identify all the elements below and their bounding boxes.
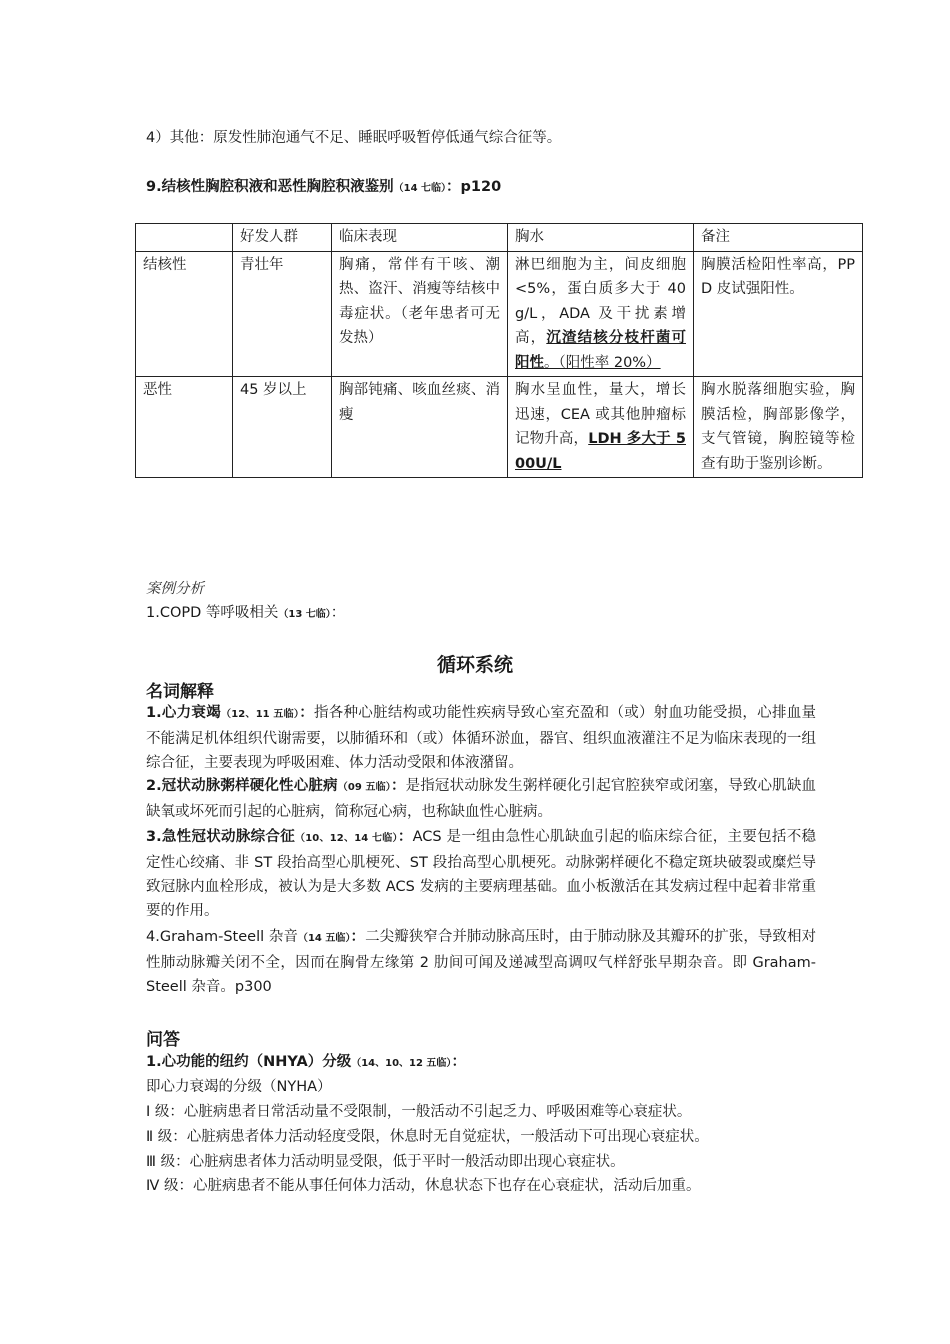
qa-colon: ： <box>451 1054 466 1070</box>
fluid-cell <box>508 377 694 478</box>
terms-heading: 名词解释 <box>146 682 214 702</box>
other-causes-line: 4）其他：原发性肺泡通气不足、睡眠呼吸暂停低通气综合征等。 <box>146 130 562 146</box>
term-heart-failure <box>146 701 816 775</box>
fluid-key-text: LDH 多大于 500U/L <box>515 431 686 472</box>
term-body: 是指冠状动脉发生粥样硬化引起官腔狭窄或闭塞，导致心肌缺血缺氧或坏死而引起的心脏病，简称冠心病，也称缺血性心脏病。 <box>146 778 817 820</box>
header-cell <box>136 224 233 252</box>
fluid-key-text: 沉渣结核分枝杆菌可阳性 <box>515 330 687 371</box>
row-type-cell: 恶性 <box>136 377 233 478</box>
nyha-grade-2: Ⅱ 级：心脏病患者体力活动轻度受限，休息时无自觉症状，一般活动下可出现心衰症状。 <box>146 1129 709 1145</box>
term-colon: ： <box>397 829 413 845</box>
term-tag: （12、11 五临） <box>220 709 300 720</box>
header-cell: 好发人群 <box>233 224 332 252</box>
term-acs <box>146 825 816 923</box>
nyha-grade-3: Ⅲ 级：心脏病患者体力活动明显受限，低于平时一般活动即出现心衰症状。 <box>146 1154 625 1170</box>
term-tag: （10、12、14 七临） <box>295 833 398 844</box>
term-colon: ： <box>350 929 366 945</box>
note-cell: 胸水脱落细胞实验，胸膜活检，胸部影像学，支气管镜，胸腔镜等检查有助于鉴别诊断。 <box>694 377 863 478</box>
term-tag: （09 五临） <box>337 782 391 793</box>
case-item-suffix: ： <box>330 605 346 621</box>
term-title: 4.Graham-Steell 杂音 <box>146 929 298 945</box>
qa-heading: 问答 <box>146 1030 180 1050</box>
nyha-grade-1: Ⅰ 级：心脏病患者日常活动量不受限制，一般活动不引起乏力、呼吸困难等心衰症状。 <box>146 1104 692 1120</box>
term-title: 2.冠状动脉粥样硬化性心脏病 <box>146 778 338 794</box>
term-colon: ： <box>299 705 314 721</box>
fluid-text: 胸水呈血性，量大，增长迅速，CEA 或其他肿瘤标记物升高， <box>515 382 686 447</box>
qa-title: 1.心功能的纽约（NHYA）分级 <box>146 1054 352 1070</box>
note-cell: 胸膜活检阳性率高，PPD 皮试强阳性。 <box>694 251 863 377</box>
term-graham-steell <box>146 925 816 999</box>
q9-suffix: ：p120 <box>446 179 502 195</box>
term-body: 指各种心脏结构或功能性疾病导致心室充盈和（或）射血功能受损，心排血量不能满足机体组织代谢需要，以肺循环和（或）体循环淤血，器官、组织血液灌注不足为临床表现的一组综合征，主要表现为呼吸困难、体力活动受限和体液潴留。 <box>146 705 816 771</box>
term-title: 1.心力衰竭 <box>146 705 221 721</box>
table-header-row <box>136 224 863 252</box>
q9-tag: （14 七临） <box>393 183 447 194</box>
fluid-cell <box>508 251 694 377</box>
case-item-tag: （13 七临） <box>278 609 331 620</box>
term-body: 二尖瓣狭窄合并肺动脉高压时，由于肺动脉及其瓣环的扩张，导致相对性肺动脉瓣关闭不全，因而在胸骨左缘第 2 肋间可闻及递减型高调叹气样舒张早期杂音。即 Graham-Steell 杂音。p300 <box>146 929 817 995</box>
row-type-cell: 结核性 <box>136 251 233 377</box>
population-cell: 青壮年 <box>233 251 332 377</box>
case-analysis-label: 案例分析 <box>146 581 204 597</box>
table-row <box>136 377 863 478</box>
q9-heading <box>146 175 501 201</box>
q9-title: 9.结核性胸腔积液和恶性胸腔积液鉴别 <box>146 179 394 195</box>
case-item-1 <box>146 601 345 627</box>
pleural-effusion-table <box>135 223 863 478</box>
term-title: 3.急性冠状动脉综合征 <box>146 829 295 845</box>
fluid-text: 淋巴细胞为主，间皮细胞<5%，蛋白质多大于 40g/L，ADA 及干扰素增高， <box>515 256 686 346</box>
clinical-cell: 胸部钝痛、咳血丝痰、消瘦 <box>332 377 508 478</box>
header-cell: 临床表现 <box>332 224 508 252</box>
header-cell: 胸水 <box>508 224 694 252</box>
qa-item-1-heading <box>146 1050 466 1076</box>
term-chd <box>146 774 816 824</box>
term-colon: ： <box>390 778 406 794</box>
section-title: 循环系统 <box>436 654 513 676</box>
clinical-cell: 胸痛，常伴有干咳、潮热、盗汗、消瘦等结核中毒症状。（老年患者可无发热） <box>332 251 508 377</box>
term-body: ACS 是一组由急性心肌缺血引起的临床综合征，主要包括不稳定性心绞痛、非 ST 段抬高型心肌梗死、ST 段抬高型心肌梗死。动脉粥样硬化不稳定斑块破裂或糜烂导致冠脉内血栓形成，被认为是大多数 ACS 发病的主要病理基础。血小板激活在其发病过程中起着非常重要的作用。 <box>146 829 816 919</box>
qa-tag: （14、10、12 五临） <box>351 1058 452 1069</box>
term-tag: （14 五临） <box>297 933 351 944</box>
qa-intro: 即心力衰竭的分级（NYHA） <box>146 1079 332 1095</box>
case-item-text: 1.COPD 等呼吸相关 <box>146 605 279 621</box>
population-cell: 45 岁以上 <box>233 377 332 478</box>
nyha-grade-4: Ⅳ 级：心脏病患者不能从事任何体力活动，休息状态下也存在心衰症状，活动后加重。 <box>146 1178 701 1194</box>
header-cell: 备注 <box>694 224 863 252</box>
fluid-note-text: 。（阳性率 20%） <box>544 354 661 371</box>
table-row <box>136 251 863 377</box>
